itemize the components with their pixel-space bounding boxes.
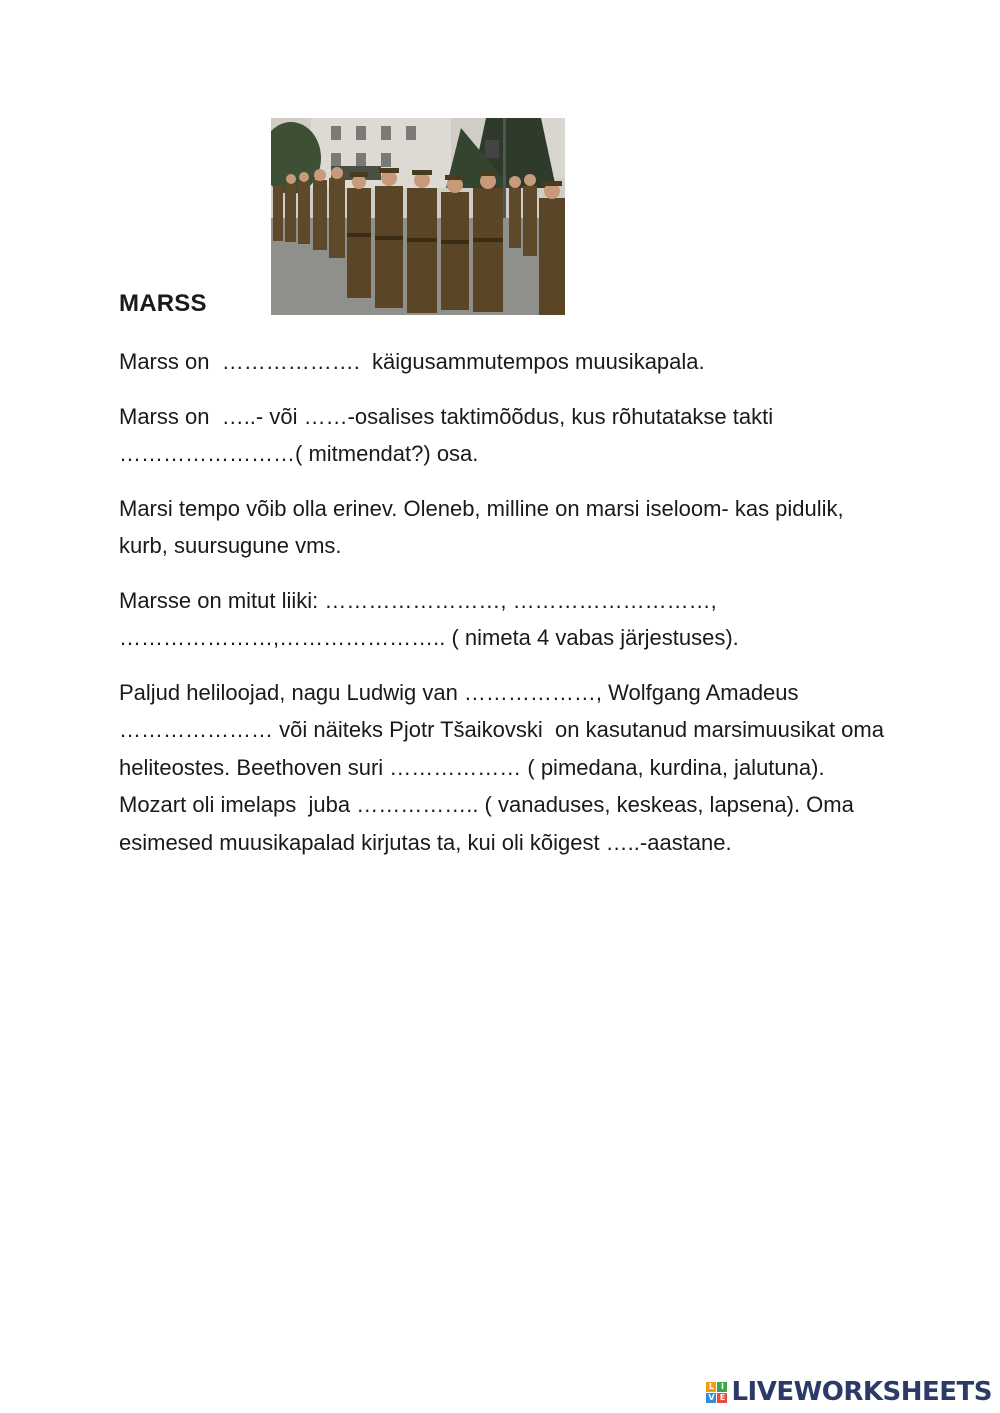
paragraph-tempo: Marsi tempo võib olla erinev. Oleneb, milline on marsi iseloom- kas pidulik, kurb, suursugune vms. — [119, 495, 850, 558]
liveworksheets-watermark — [706, 1377, 992, 1407]
watermark-text: LIVEWORKSHEETS — [731, 1377, 992, 1407]
logo-letter: L — [706, 1382, 716, 1392]
liveworksheets-logo-icon — [706, 1382, 727, 1403]
paragraph-types: Marsse on mitut liiki: ……………………, ………………………, …………………,………………….. ( nimeta 4 vabas järjestuses). — [119, 587, 739, 650]
logo-letter: I — [717, 1382, 727, 1392]
logo-letter: E — [717, 1393, 727, 1403]
logo-letter: V — [708, 1392, 715, 1402]
paragraph-time-signature: Marss on …..- või ……-osalises taktimõõdus, kus rõhutatakse takti ……………………( mitmendat?) osa. — [119, 403, 780, 466]
document-body — [119, 343, 889, 878]
paragraph-composers: Paljud heliloojad, nagu Ludwig van ………………, Wolfgang Amadeus ………………… või näiteks Pjotr Tšaikovski on kasutanud marsimuusikat oma heliteostes. Beethoven suri ……………… ( pimedana, kurdina, jalutuna). Mozart oli imelaps juba …………….. ( vanaduses, keskeas, lapsena). Oma esimesed muusikapalad kirjutas ta, kui oli kõigest …..-aastane. — [119, 679, 891, 855]
document-title: MARSS — [119, 290, 207, 317]
soldiers-marching-photo — [271, 118, 565, 315]
paragraph-definition: Marss on ………………. käigusammutempos muusikapala. — [119, 349, 705, 374]
